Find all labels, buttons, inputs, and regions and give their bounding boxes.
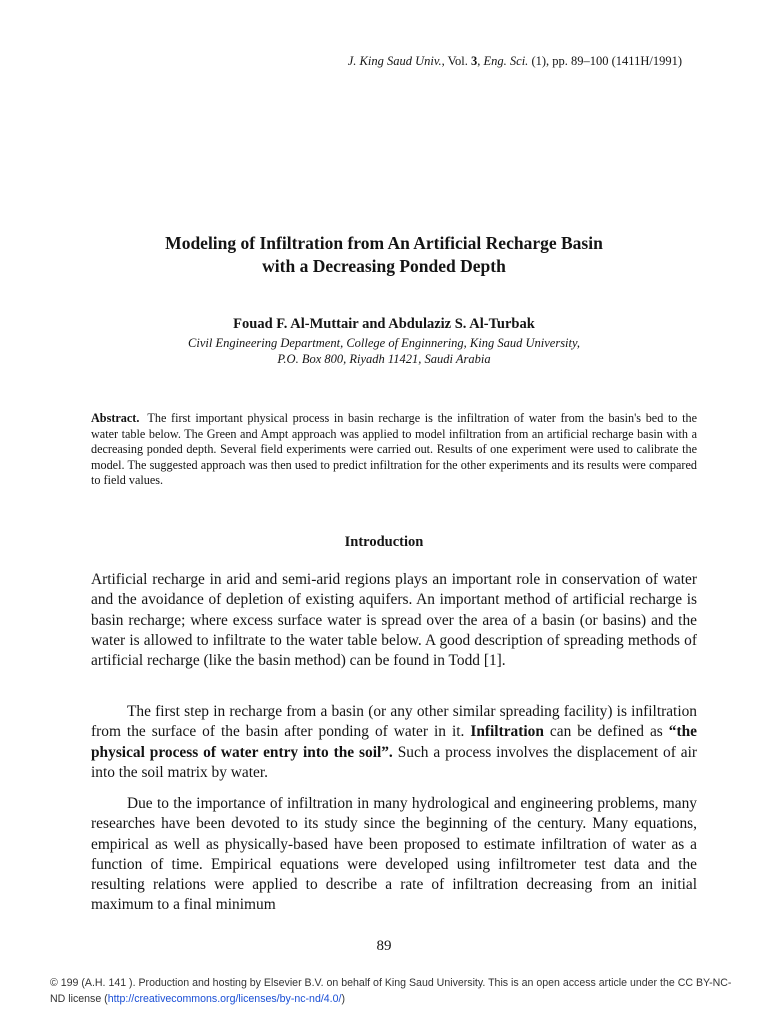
- title-line-1: Modeling of Infiltration from An Artificial Recharge Basin: [165, 233, 603, 253]
- license-link[interactable]: http://creativecommons.org/licenses/by-nc-nd/4.0/: [107, 993, 342, 1005]
- authors: Fouad F. Al-Muttair and Abdulaziz S. Al-Turbak: [233, 316, 535, 332]
- header-separator: ,: [477, 54, 484, 68]
- p2-definition: “the physical process of water entry into the soil”.: [91, 723, 698, 761]
- abstract: [91, 411, 697, 489]
- p2-text-c: can be defined as: [543, 723, 669, 741]
- title-line-2: with a Decreasing Ponded Depth: [262, 256, 506, 276]
- paper-title: [0, 232, 768, 278]
- page-range: (1), pp. 89–100 (1411H/1991): [528, 54, 682, 68]
- abstract-text: The first important physical process in basin recharge is the infiltration of water from the basin's bed to the water table below. The Green and Ampt approach was applied to model infiltration from an artificial recharge basin with a decreasing ponded depth. Several field experiments were carried out. Results of one experiment were used to calibrate the model. The suggested approach was then used to predict infiltration for the other experiments and its results were compared to field values.: [91, 411, 697, 487]
- intro-paragraph-1: Artificial recharge in arid and semi-arid regions plays an important role in conservation of water and the avoidance of depletion of existing aquifers. An important method of artificial recharge is basin recharge; where excess surface water is spread over the area of a basin (or basins) and the water is allowed to infiltrate to the water table below. A good description of spreading methods of artificial recharge (like the basin method) can be found in Todd [1].: [91, 571, 697, 670]
- abstract-label: Abstract.: [91, 411, 140, 425]
- series-name: Eng. Sci.: [483, 54, 529, 68]
- volume-label: , Vol.: [441, 54, 472, 68]
- affiliation-line-1: Civil Engineering Department, College of Enginnering, King Saud University,: [188, 336, 580, 350]
- section-heading-introduction: Introduction: [344, 534, 424, 550]
- license-footer: [50, 975, 740, 1007]
- journal-header: [348, 54, 682, 69]
- intro-paragraph-2: [91, 702, 697, 783]
- p2-text-e: Such a process involves the displacement of air into the soil matrix by water.: [91, 743, 697, 781]
- footer-text: © 199 (A.H. 141 ). Production and hosting by Elsevier B.V. on behalf of King Saud University. This is an open access article under the CC BY-NC-ND license (: [50, 977, 732, 1005]
- p2-text-a: The first step in recharge from a basin (or any other similar spreading facility) is infiltration from the surface of the basin after ponding of water in it.: [91, 703, 697, 741]
- intro-paragraph-3: Due to the importance of infiltration in many hydrological and engineering problems, many researches have been devoted to its study since the beginning of the century. Many equations, empirical as well as physically-based have been proposed to estimate infiltration of water as a function of time. Empirical equations were developed using infiltrometer test data and the resulting relations were applied to describe a rate of infiltration decreasing from an initial maximum to a final minimum: [91, 795, 697, 914]
- p2-term-infiltration: Infiltration: [470, 723, 544, 741]
- page-number: 89: [376, 938, 392, 954]
- journal-name: J. King Saud Univ.: [347, 54, 442, 68]
- footer-close: ): [341, 993, 345, 1005]
- affiliation-line-2: P.O. Box 800, Riyadh 11421, Saudi Arabia: [277, 352, 491, 366]
- volume-number: 3: [471, 54, 478, 68]
- affiliation: [0, 335, 768, 367]
